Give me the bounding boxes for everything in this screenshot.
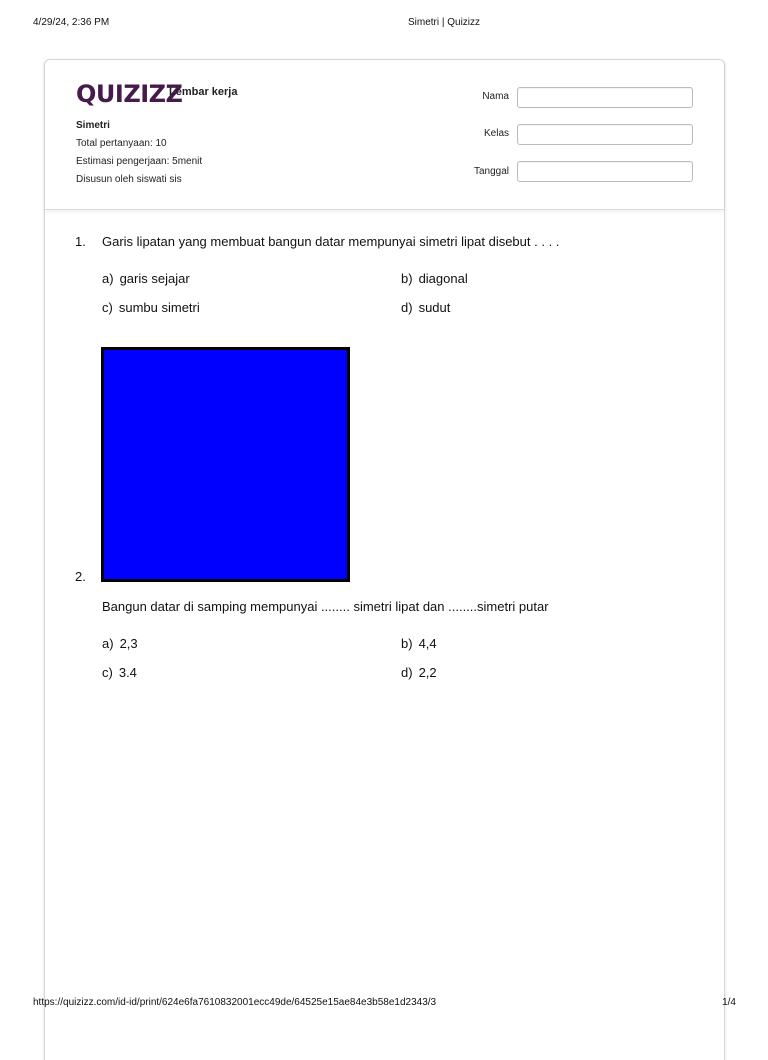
option-text: 4,4 <box>418 636 437 651</box>
question-2-option-b <box>401 636 437 651</box>
question-1-text: Garis lipatan yang membuat bangun datar mempunyai simetri lipat disebut . . . . <box>102 234 560 249</box>
option-text: 3.4 <box>118 665 137 680</box>
option-letter: d) <box>401 300 413 315</box>
author: Disusun oleh siswati sis <box>76 174 182 185</box>
question-2-text: Bangun datar di samping mempunyai ........ simetri lipat dan ........simetri putar <box>102 599 549 614</box>
blue-square-image <box>101 347 350 582</box>
quizizz-logo: QUIZIZZ <box>76 80 183 108</box>
option-text: garis sejajar <box>119 271 190 286</box>
option-letter: c) <box>102 665 113 680</box>
option-letter: b) <box>401 636 413 651</box>
estimated-time: Estimasi pengerjaan: 5menit <box>76 156 203 167</box>
question-1-option-a <box>102 271 190 286</box>
name-field[interactable] <box>517 87 693 108</box>
option-text: 2,3 <box>119 636 138 651</box>
print-datetime: 4/29/24, 2:36 PM <box>33 17 110 28</box>
option-text: sumbu simetri <box>118 300 200 315</box>
option-letter: b) <box>401 271 413 286</box>
option-letter: a) <box>102 636 114 651</box>
date-field[interactable] <box>517 161 693 182</box>
class-field[interactable] <box>517 124 693 145</box>
name-label: Nama <box>482 91 509 102</box>
question-1-option-b <box>401 271 468 286</box>
total-questions: Total pertanyaan: 10 <box>76 138 167 149</box>
option-letter: a) <box>102 271 114 286</box>
print-url: https://quizizz.com/id-id/print/624e6fa7610832001ecc49de/64525e15ae84e3b58e1d2343/3 <box>33 997 437 1008</box>
class-label: Kelas <box>483 128 509 139</box>
worksheet-type: Lembar kerja <box>169 86 238 98</box>
date-label: Tanggal <box>473 166 509 177</box>
question-2-option-d <box>401 665 437 680</box>
question-1-number: 1. <box>75 234 86 249</box>
option-letter: d) <box>401 665 413 680</box>
question-1-option-c <box>102 300 200 315</box>
worksheet-title: Simetri <box>76 120 110 131</box>
option-text: diagonal <box>418 271 468 286</box>
print-page-number: 1/4 <box>722 997 736 1008</box>
worksheet-header <box>45 60 724 210</box>
option-text: sudut <box>418 300 451 315</box>
option-letter: c) <box>102 300 113 315</box>
print-page-title: Simetri | Quizizz <box>407 17 481 28</box>
question-2-option-a <box>102 636 138 651</box>
question-2-option-c <box>102 665 137 680</box>
question-1-option-d <box>401 300 450 315</box>
question-2-number: 2. <box>75 569 86 584</box>
option-text: 2,2 <box>418 665 437 680</box>
